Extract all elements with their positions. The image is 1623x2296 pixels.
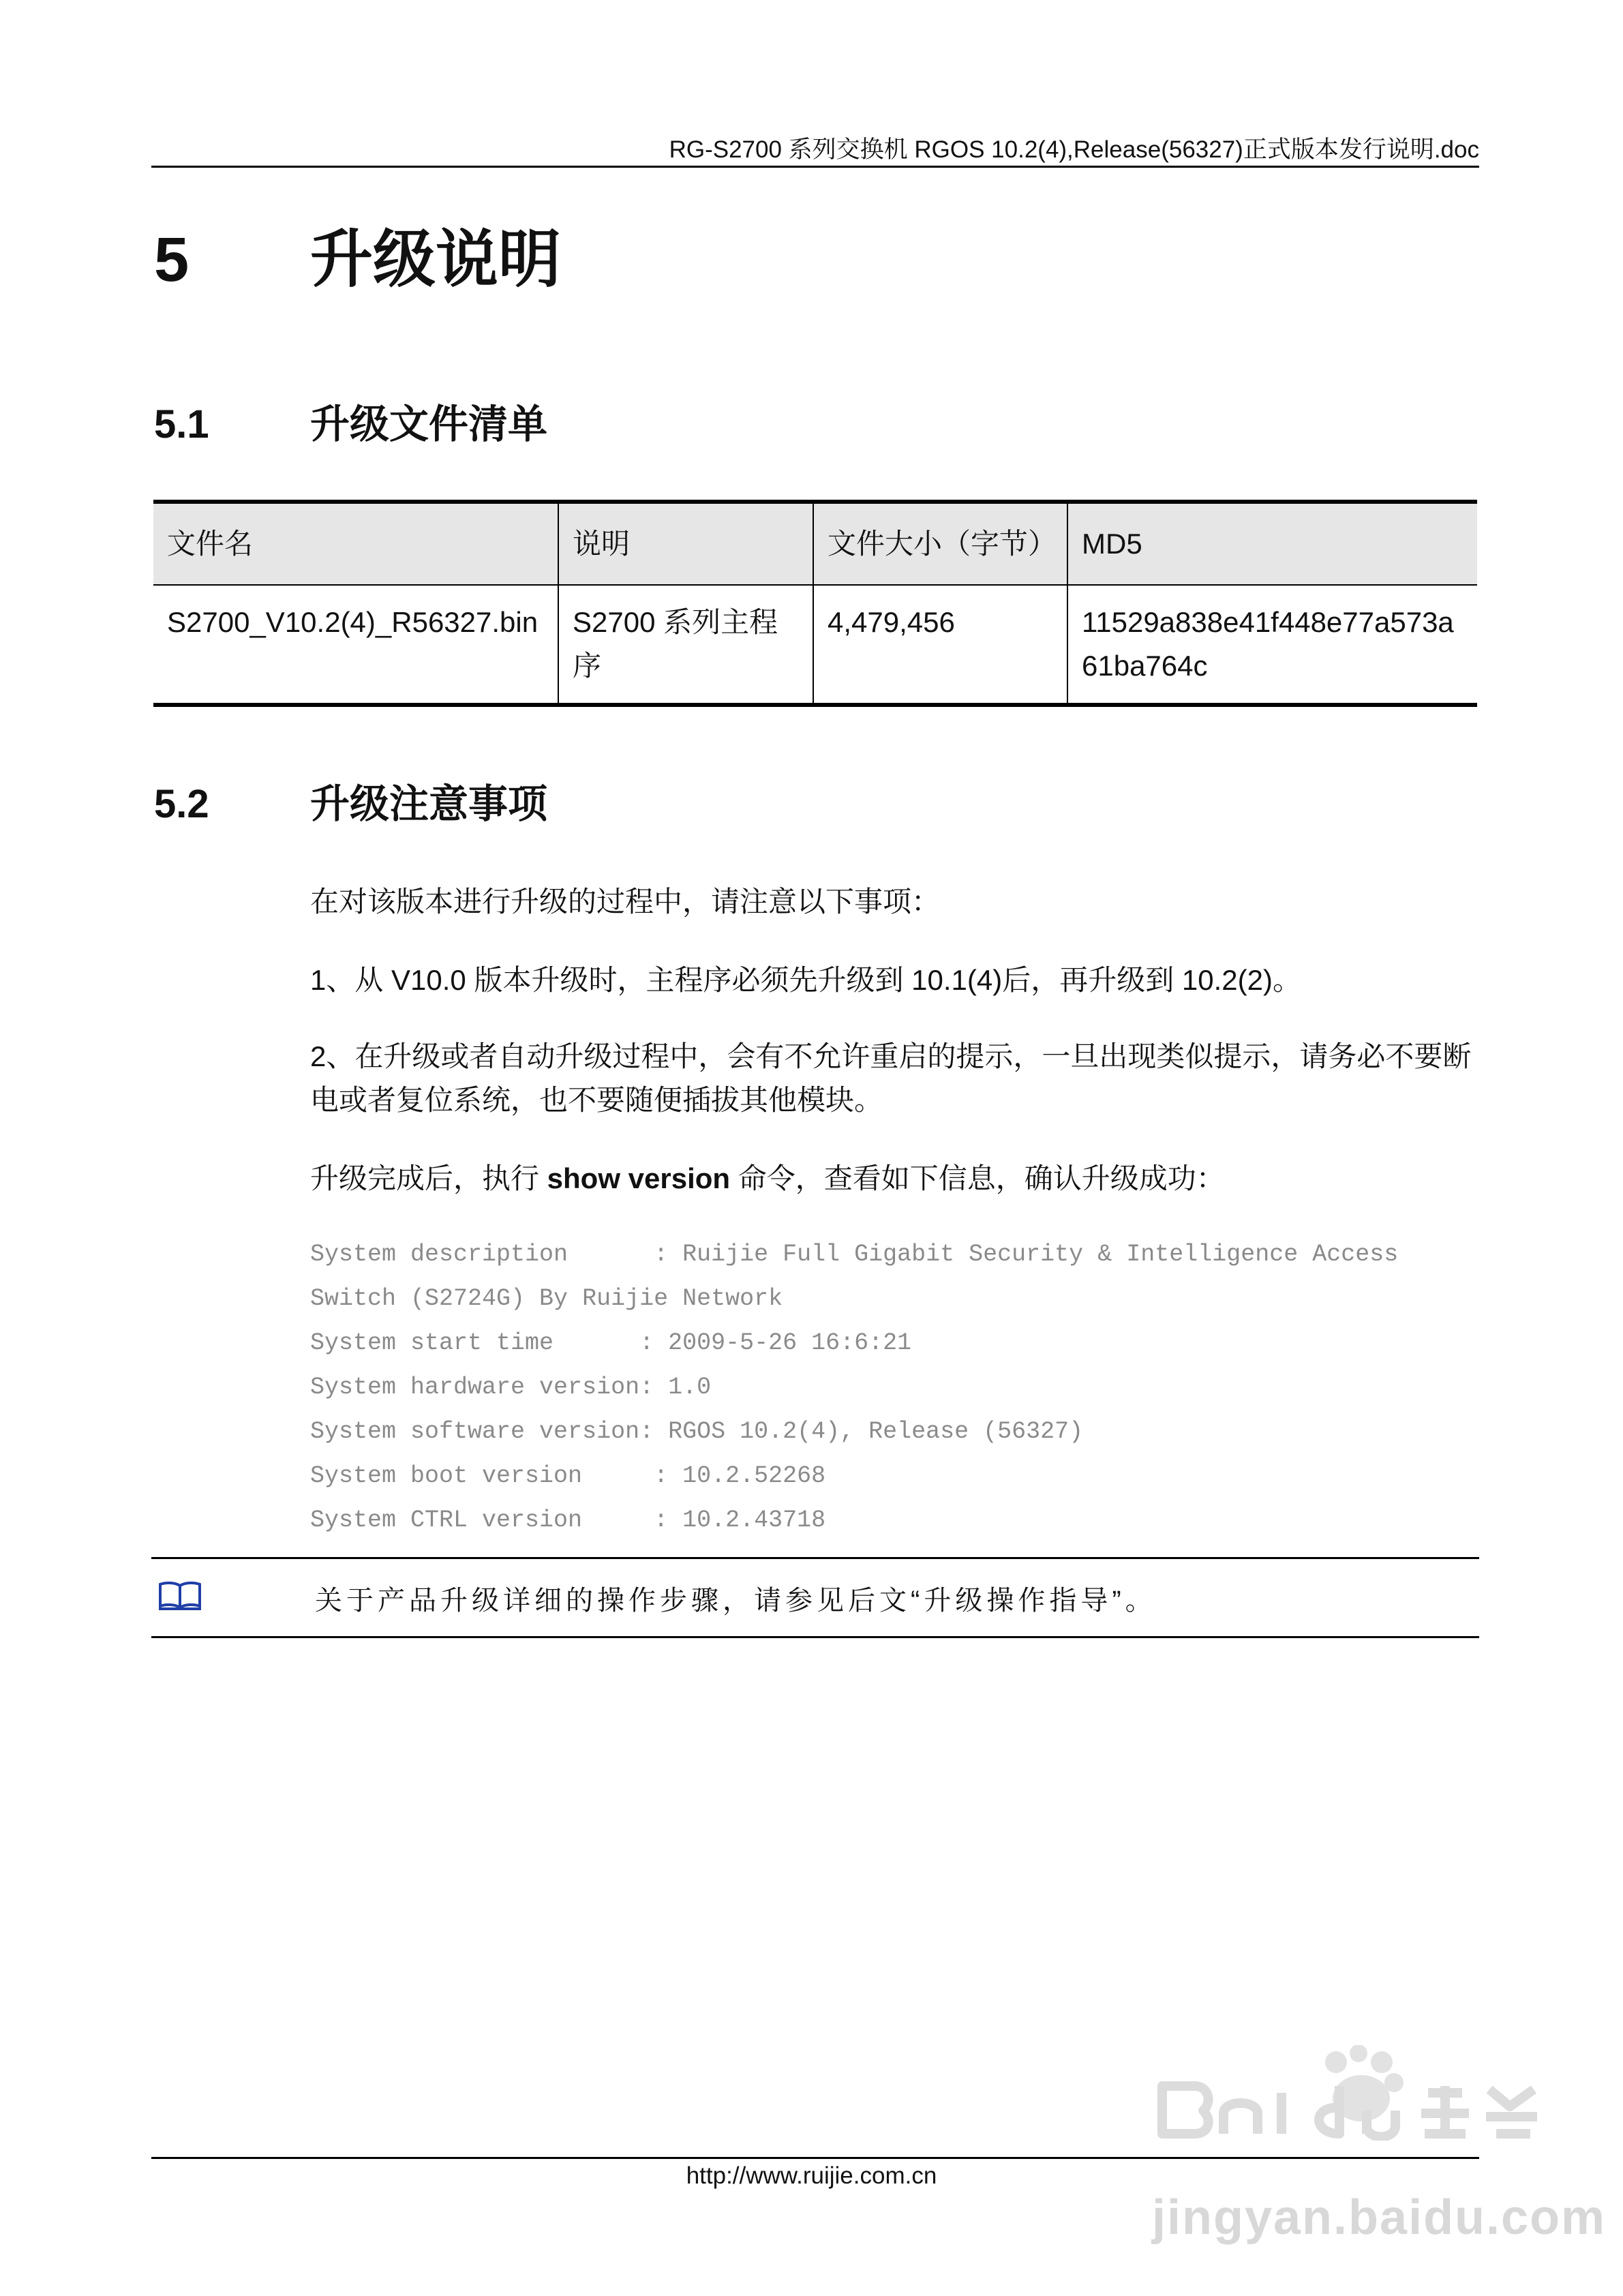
footer-url[interactable]: http://www.ruijie.com.cn (686, 2162, 937, 2189)
console-line: System software version: RGOS 10.2(4), Release (56327) (310, 1418, 1084, 1445)
note-text: 关于产品升级详细的操作步骤，请参见后文“升级操作指导”。 (315, 1586, 1157, 1616)
verify-instruction (310, 1157, 1479, 1200)
column-header-md5: MD5 (1067, 502, 1477, 585)
cell-filesize: 4,479,456 (813, 585, 1067, 705)
cell-filename: S2700_V10.2(4)_R56327.bin (153, 585, 558, 705)
column-header-filesize: 文件大小（字节） (813, 502, 1067, 585)
cell-md5: 11529a838e41f448e77a573a61ba764c (1067, 585, 1477, 705)
section-5-2-number: 5.2 (154, 782, 209, 826)
verify-command: show version (547, 1162, 731, 1194)
console-line: System start time : 2009-5-26 16:6:21 (310, 1329, 912, 1357)
watermark-site: jingyan.baidu.com (1152, 2190, 1607, 2245)
notice-item-1: 1、从 V10.0 版本升级时，主程序必须先升级到 10.1(4)后，再升级到 10.2(2)。 (310, 964, 1301, 996)
section-5-1-title: 升级文件清单 (310, 402, 548, 447)
cell-description: S2700 系列主程序 (558, 585, 813, 705)
column-header-filename: 文件名 (153, 502, 558, 585)
chapter-number: 5 (154, 225, 189, 294)
verify-suffix: 命令，查看如下信息，确认升级成功： (730, 1162, 1225, 1194)
column-header-description: 说明 (558, 502, 813, 585)
chapter-title: 升级说明 (310, 225, 562, 294)
note-bottom-rule (151, 1636, 1479, 1638)
console-line: System hardware version: 1.0 (310, 1374, 712, 1401)
baidu-jingyan-watermark (1142, 2045, 1551, 2141)
notice-item-2: 2、在升级或者自动升级过程中，会有不允许重启的提示，一旦出现类似提示，请务必不要断电或者复位系统，也不要随便插拔其他模块。 (310, 1040, 1472, 1116)
upgrade-file-table (153, 500, 1477, 707)
console-line: Switch (S2724G) By Ruijie Network (310, 1285, 783, 1312)
header-rule (151, 166, 1479, 168)
footer-rule (151, 2157, 1479, 2159)
document-header-title: RG-S2700 系列交换机 RGOS 10.2(4),Release(56327)正式版本发行说明.doc (669, 136, 1479, 163)
verify-prefix: 升级完成后，执行 (310, 1162, 547, 1194)
console-output (310, 1233, 1483, 1543)
section-5-2-title: 升级注意事项 (310, 782, 548, 826)
book-icon (157, 1580, 202, 1610)
console-line: System description : Ruijie Full Gigabit Security & Intelligence Access (310, 1241, 1399, 1268)
table-row (153, 585, 1477, 705)
section-5-1-number: 5.1 (154, 402, 209, 447)
note-top-rule (151, 1557, 1479, 1559)
console-line: System CTRL version : 10.2.43718 (310, 1507, 826, 1534)
table-header-row (153, 502, 1477, 585)
console-line: System boot version : 10.2.52268 (310, 1462, 826, 1490)
notice-intro: 在对该版本进行升级的过程中，请注意以下事项： (310, 886, 941, 918)
